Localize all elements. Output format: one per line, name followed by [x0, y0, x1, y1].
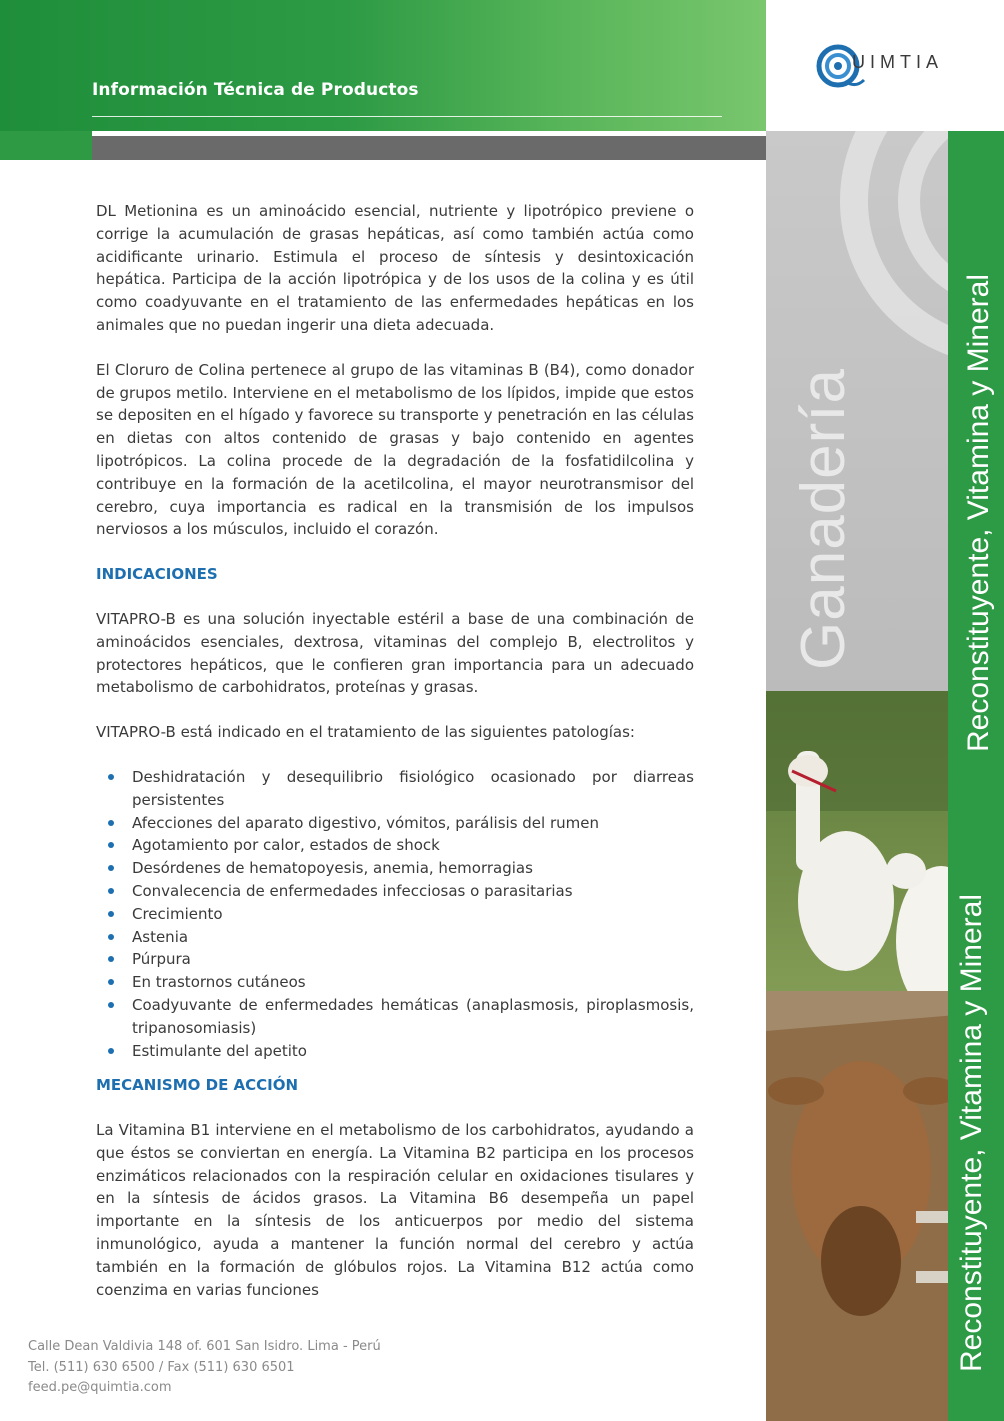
list-item: Deshidratación y desequilibrio fisiológico ocasionado por diarreas persistentes — [132, 766, 694, 812]
main-content — [96, 200, 694, 1323]
list-item: Coadyuvante de enfermedades hemáticas (anaplasmosis, piroplasmosis, tripanosomiasis) — [132, 994, 694, 1040]
header-strip — [0, 131, 92, 160]
paragraph-metionina: DL Metionina es un aminoácido esencial, nutriente y lipotrópico previene o corrige la acumulación de grasas hepáticas, así como también actúa como acidificante urinario. Estimula el proceso de síntesis y desintoxicación hepática. Participa de la acción lipotrópica y de los usos de la colina y es útil como coadyuvante en el tratamiento de las enfermedades hepáticas en los animales que no puedan ingerir una dieta adecuada. — [96, 202, 694, 334]
section-title-vertical: Ganadería — [789, 368, 858, 670]
header-title: Información Técnica de Productos — [92, 80, 419, 100]
paragraph-vitaminas: La Vitamina B1 interviene en el metabolismo de los carbohidratos, ayudando a que éstos se conviertan en energía. La Vitamina B2 participa en los procesos enzimáticos relacionados con la respiración celular en oxidaciones tisulares y en la síntesis de ácidos grasos. La Vitamina B6 desempeña un papel importante en la síntesis de los anticuerpos por medio del sistema inmunológico, ayuda a mantener la función normal del cerebro y actúa también en la formación de glóbulos rojos. La Vitamina B12 actúa como coenzima en varias funciones — [96, 1121, 694, 1299]
footer-contact — [28, 1337, 381, 1399]
list-item: Astenia — [132, 926, 694, 949]
band-text-lower: Reconstituyente, Vitamina y Mineral — [955, 893, 988, 1372]
list-item: Desórdenes de hematopoyesis, anemia, hemorragias — [132, 857, 694, 880]
list-item: Crecimiento — [132, 903, 694, 926]
band-text-upper: Reconstituyente, Vitamina y Mineral — [962, 273, 995, 752]
list-item: Convalecencia de enfermedades infecciosas o parasitarias — [132, 880, 694, 903]
paragraph-vitapro: VITAPRO-B es una solución inyectable estéril a base de una combinación de aminoácidos esenciales, dextrosa, vitaminas del complejo B, electrolitos y protectores hepáticos, que le confieren gran importancia para un adecuado metabolismo de carbohidratos, proteínas y grasas. — [96, 609, 694, 697]
list-item: Púrpura — [132, 948, 694, 971]
paragraph-patologias-intro: VITAPRO-B está indicado en el tratamiento de las siguientes patologías: — [96, 723, 635, 742]
patologias-list — [96, 766, 694, 1062]
paragraph-colina: El Cloruro de Colina pertenece al grupo de las vitaminas B (B4), como donador de grupos metilo. Interviene en el metabolismo de los lípidos, impide que estos se depositen en el hígado y favorece su transporte y penetración en las células en dietas con altos contenido de grasas y bajo contenido en agentes lipotrópicos. La colina procede de la degradación de la fosfatidilcolina y contribuye en la formación de la acetilcolina, el mayor neurotransmisor del cerebro, cuya importancia es radical en la transmisión de los impulsos nerviosos a los músculos, incluido el corazón. — [96, 360, 694, 539]
heading-mecanismo: MECANISMO DE ACCIÓN — [96, 1076, 299, 1095]
list-item: En trastornos cutáneos — [132, 971, 694, 994]
list-item: Afecciones del aparato digestivo, vómitos, parálisis del rumen — [132, 812, 694, 835]
logo-text: UIMTIA — [852, 52, 943, 72]
footer-address: Calle Dean Valdivia 148 of. 601 San Isidro. Lima - Perú — [28, 1339, 381, 1354]
grey-band — [92, 136, 766, 160]
list-item: Agotamiento por calor, estados de shock — [132, 834, 694, 857]
footer-phone: Tel. (511) 630 6500 / Fax (511) 630 6501 — [28, 1359, 295, 1375]
header-banner — [0, 0, 766, 131]
heading-indicaciones: INDICACIONES — [96, 565, 218, 584]
header-divider — [92, 116, 722, 117]
footer-email[interactable]: feed.pe@quimtia.com — [28, 1380, 172, 1395]
list-item: Estimulante del apetito — [132, 1040, 694, 1063]
